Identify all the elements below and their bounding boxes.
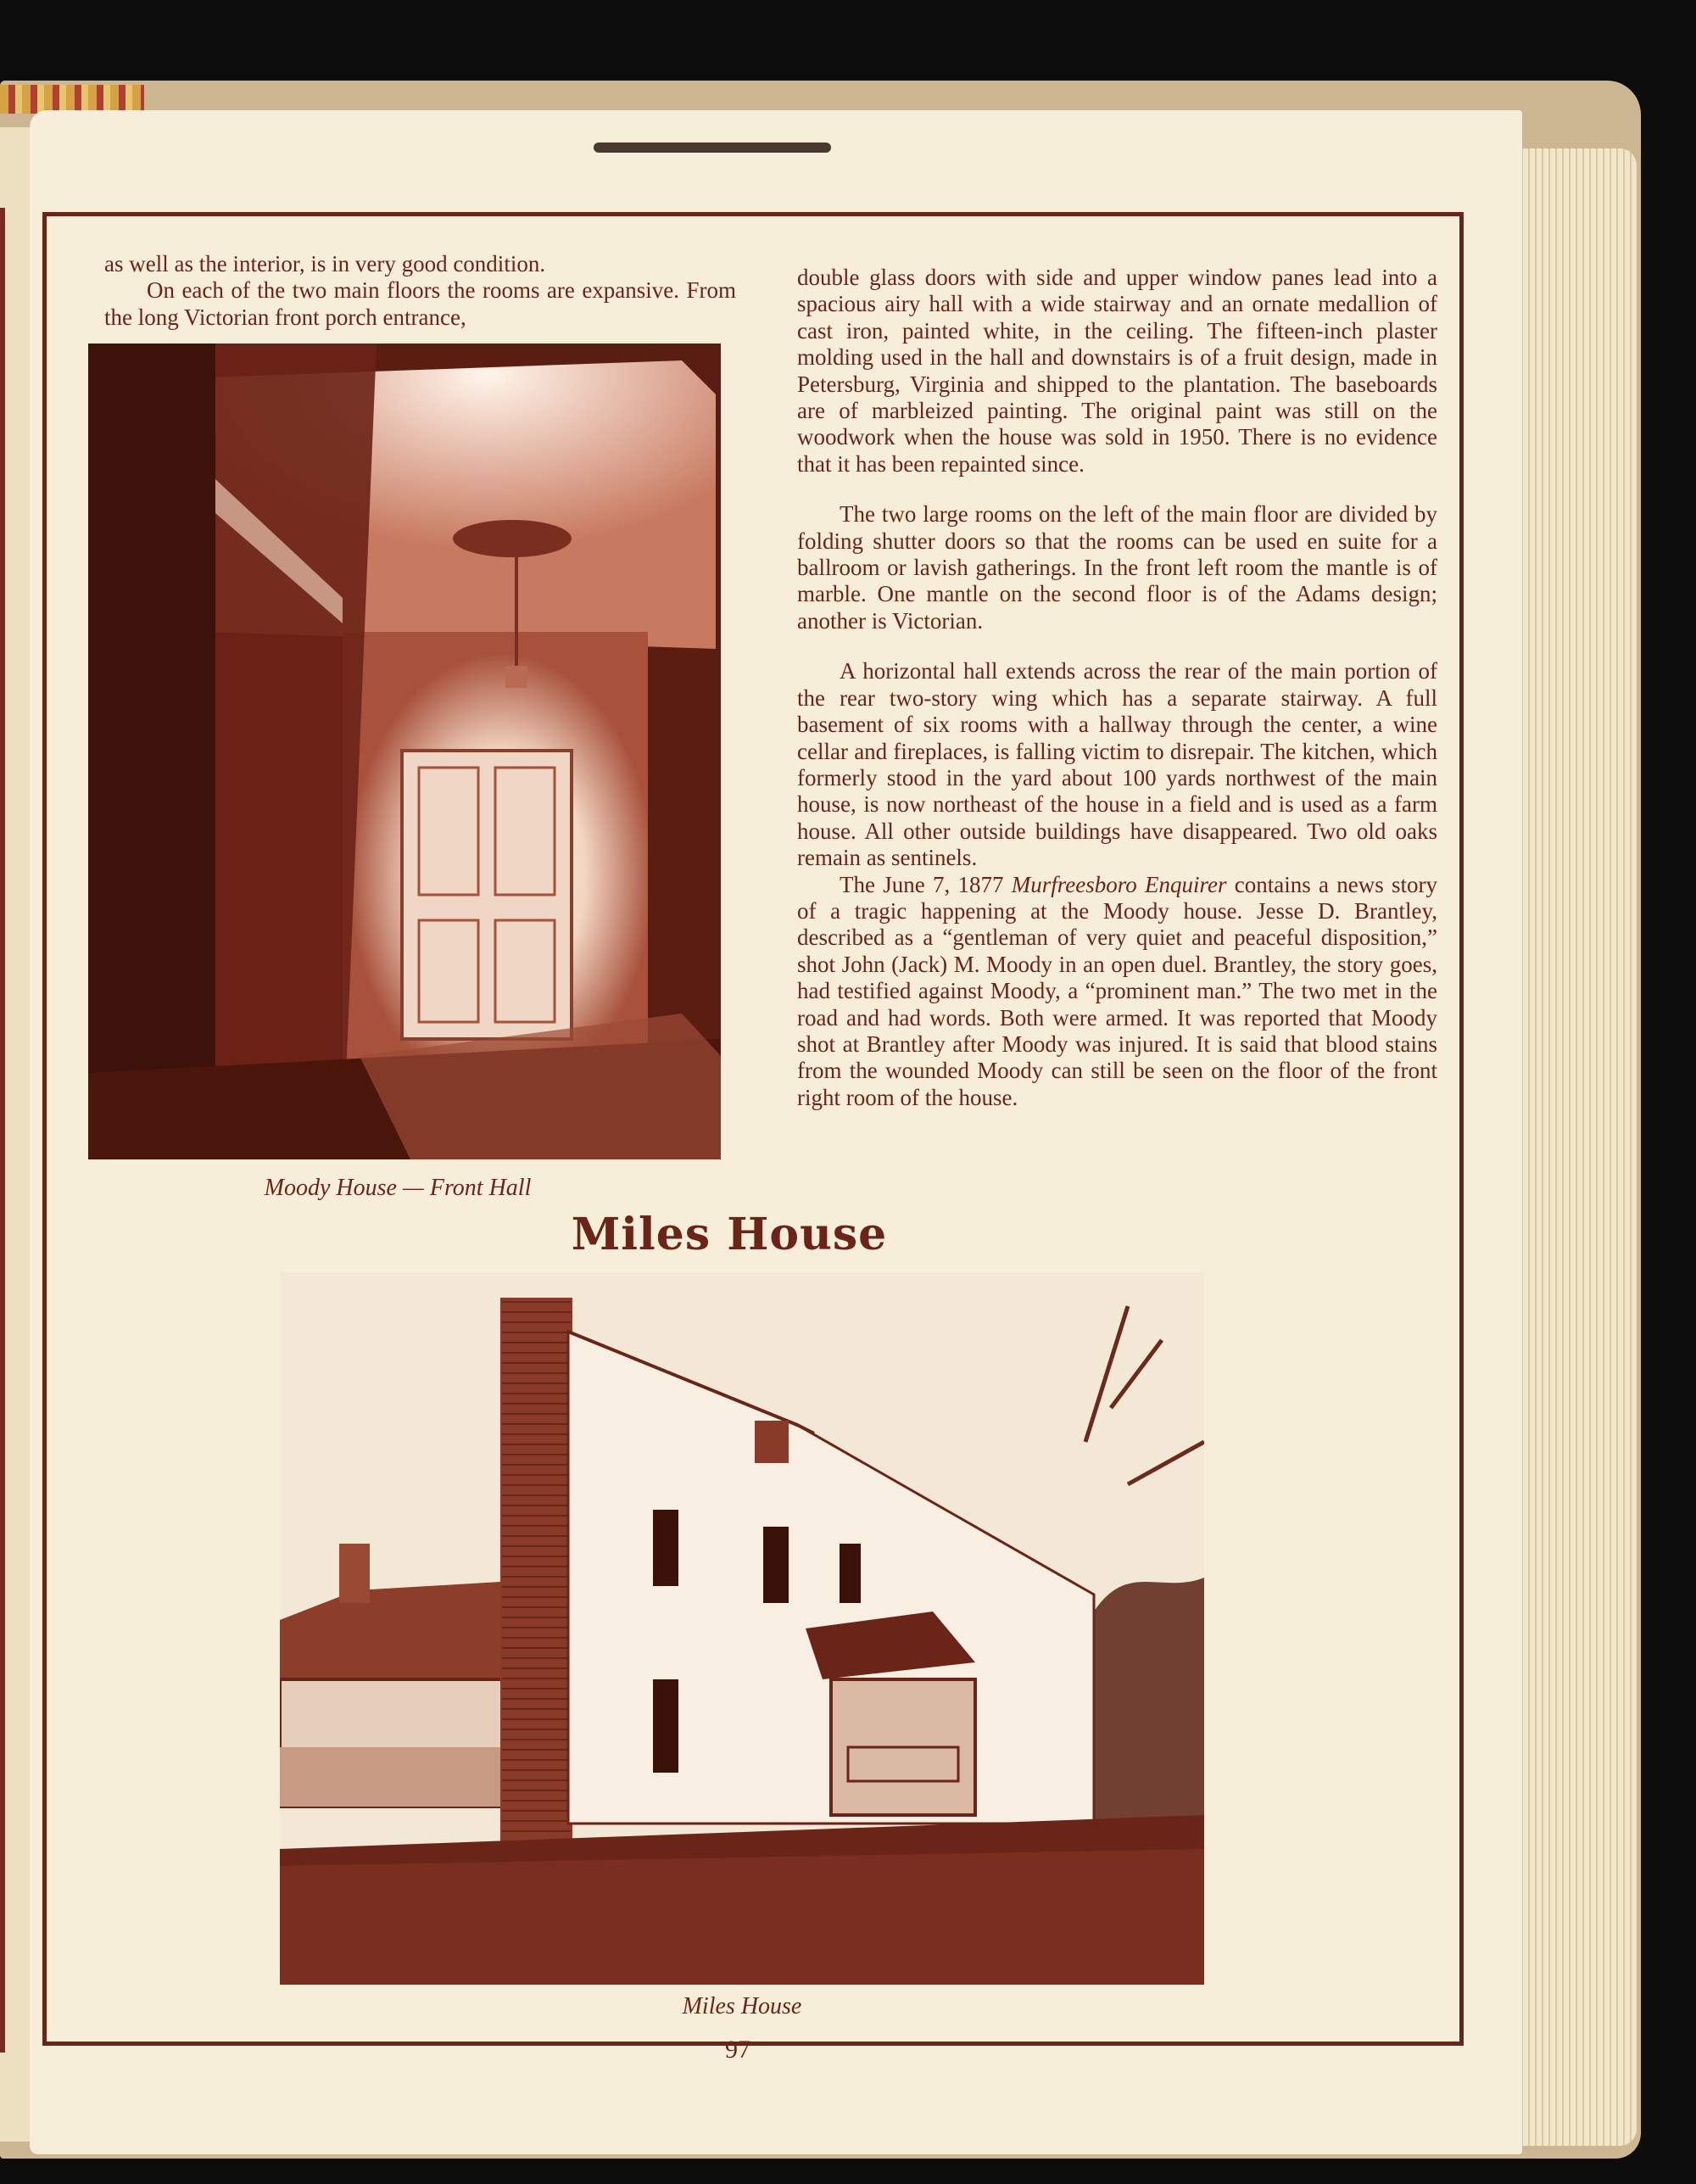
right-column-paragraph-newspaper (797, 872, 1437, 1112)
page-number: 97 (725, 2036, 750, 2064)
miles-house-illustration (280, 1272, 1204, 1985)
headband (0, 85, 144, 114)
left-column-paragraph: On each of the two main floors the rooms are expansive. From the long Victorian front porch entrance, (104, 277, 736, 330)
miles-house-photo (280, 1272, 1204, 1985)
paragraph-lead: The June 7, 1877 (840, 871, 1012, 897)
page-stack (1509, 148, 1637, 2146)
left-column-line: as well as the interior, is in very good condition. (104, 251, 546, 276)
right-column-paragraph: double glass doors with side and upper window panes lead into a spacious airy hall with a wide stairway and an ornate medallion of cast iron, painted white, in the ceiling. The fifteen-inch plaster molding used in the hall and downstairs is of a fruit design, made in Petersburg, Virginia and shipped to the plantation. The baseboards are of marbleized painting. The original paint was still on the woodwork when the house was sold in 1950. There is no evidence that it has been repainted since. (797, 265, 1437, 477)
left-column-text (104, 251, 736, 331)
left-page-border (0, 208, 5, 2053)
right-column-text (797, 265, 1437, 1111)
right-column-paragraph: A horizontal hall extends across the rear of the main portion of the rear two-story wing which has a separate stairway. A full basement of six rooms with a hallway through the center, a wine cellar and fireplaces, is falling victim to disrepair. The kitchen, which formerly stood in the yard about 100 yards northwest of the main house, is now northeast of the house in a field and is used as a farm house. All other outside buildings have disappeared. Two old oaks remain as sentinels. (797, 658, 1437, 871)
newspaper-title: Murfreesboro Enquirer (1011, 871, 1227, 897)
section-heading: Miles House (571, 1209, 888, 1260)
print-smudge (594, 142, 831, 153)
right-column-paragraph: The two large rooms on the left of the main floor are divided by folding shutter doors so that the rooms can be used en suite for a ballroom or lavish gatherings. In the front left room the mantle is of marble. One mantle on the second floor is of the Adams design; another is Victorian. (797, 501, 1437, 634)
moody-house-front-hall-photo (88, 344, 721, 1159)
photo-caption: Moody House — Front Hall (264, 1175, 532, 1201)
front-hall-illustration (88, 344, 721, 1159)
photo-caption: Miles House (682, 1993, 802, 2019)
paragraph-rest: contains a news story of a tragic happening at the Moody house. Jesse D. Brantley, described as a “gentleman of very quiet and peaceful disposition,” shot John (Jack) M. Moody in an open duel. Brantley, the story goes, had testified against Moody, a “prominent man.” The two met in the road and had words. Both were armed. It was reported that Moody shot at Brantley after Moody was injured. It is said that blood stains from the wounded Moody can still be seen on the floor of the front right room of the house. (797, 871, 1438, 1110)
